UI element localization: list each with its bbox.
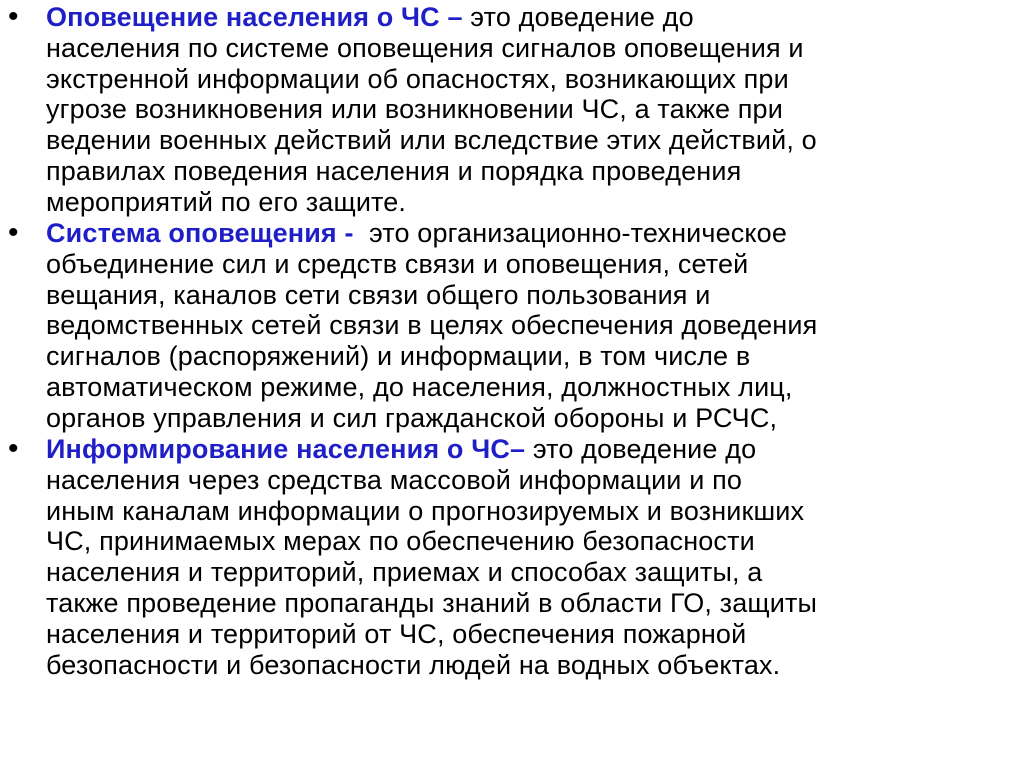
definition-line: сигналов (распоряжений) и информации, в том числе в (46, 341, 751, 372)
definition-line: населения через средства массовой информации и по (46, 464, 743, 495)
definition-text (46, 434, 1021, 680)
bullet-marker: • (8, 0, 19, 33)
definition-line: также проведение пропаганды знаний в области ГО, защиты (46, 587, 818, 618)
definition-term: Система оповещения - (46, 218, 354, 248)
definition-line: населения и территорий от ЧС, обеспечения пожарной (46, 618, 747, 649)
definition-line: населения по системе оповещения сигналов оповещения и (46, 32, 804, 63)
definition-line: мероприятий по его защите. (46, 186, 407, 217)
definition-line: органов управления и сил гражданской обороны и РСЧС, (46, 402, 778, 433)
definition-line: иным каналам информации о прогнозируемых и возникших (46, 495, 805, 526)
definition-text (46, 2, 1021, 218)
definition-line: экстренной информации об опасностях, возникающих при (46, 63, 789, 94)
definition-line: вещания, каналов сети связи общего пользования и (46, 279, 711, 310)
definition-line: правилах поведения населения и порядка проведения (46, 155, 742, 186)
definition-term: Оповещение населения о ЧС – (46, 2, 463, 32)
definition-line: это доведение до (462, 2, 694, 32)
definition-line: ЧС, принимаемых мерах по обеспечению безопасности (46, 526, 755, 557)
definition-term: Информирование населения о ЧС– (46, 434, 526, 464)
definition-line: ведомственных сетей связи в целях обеспечения доведения (46, 310, 818, 341)
definition-line: ведении военных действий или вследствие этих действий, о (46, 125, 817, 156)
definition-line: автоматическом режиме, до населения, должностных лиц, (46, 371, 793, 402)
definition-text (46, 218, 1021, 434)
definition-line: безопасности и безопасности людей на водных объектах. (46, 649, 781, 680)
definition-line: угрозе возникновения или возникновении ЧС, а также при (46, 94, 783, 125)
definition-line: населения и территорий, приемах и способах защиты, а (46, 557, 763, 588)
definition-line: это организационно-техническое (353, 218, 787, 248)
definition-line: это доведение до (525, 434, 757, 464)
bullet-marker: • (8, 216, 19, 249)
definition-line: объединение сил и средств связи и оповещения, сетей (46, 248, 749, 279)
bullet-marker: • (8, 432, 19, 465)
